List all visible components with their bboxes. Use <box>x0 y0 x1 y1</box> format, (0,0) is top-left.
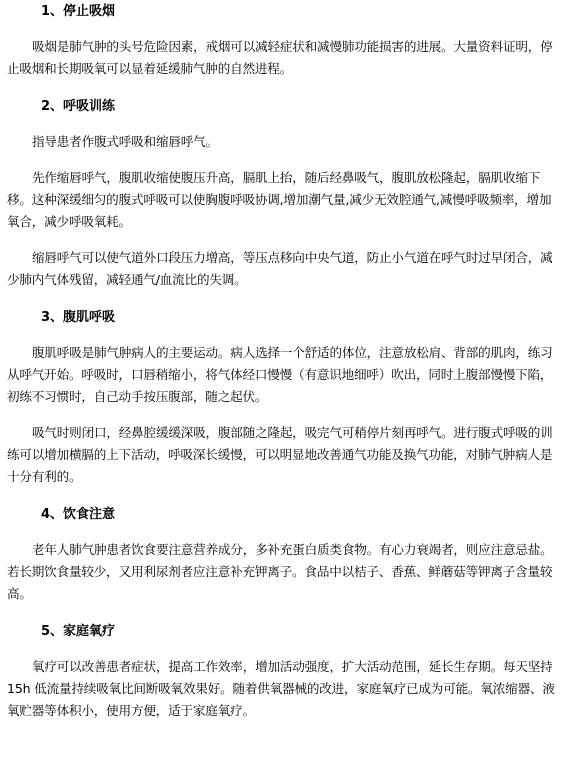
paragraph: 腹肌呼吸是肺气肿病人的主要运动。病人选择一个舒适的体位，注意放松肩、背部的肌肉，练习从呼气开始。呼吸时，口唇稍缩小，将气体经口慢慢（有意识地细呼）吹出，同时上腹部慢慢下陷，初练不习惯时，自己动手按压腹部，随之起伏。 <box>7 345 553 404</box>
paragraph: 吸烟是肺气肿的头号危险因素，戒烟可以减轻症状和减慢肺功能损害的进展。大量资料证明，停止吸烟和长期吸氧可以显着延缓肺气肿的自然进程。 <box>7 39 553 76</box>
section-title-diet: 4、饮食注意 <box>41 507 116 522</box>
section-title-home-oxygen: 5、家庭氧疗 <box>41 624 116 639</box>
paragraph: 老年人肺气肿患者饮食要注意营养成分，多补充蛋白质类食物。有心力衰竭者，则应注意忌盐。若长期饮食量较少，又用利尿剂者应注意补充钾离子。食品中以桔子、香蕉、鲜蘑菇等钾离子含量较高。 <box>7 542 553 601</box>
paragraph: 吸气时则闭口，经鼻腔缓缓深吸，腹部随之隆起，吸完气可稍停片刻再呼气。进行腹式呼吸的训练可以增加横膈的上下活动，呼吸深长缓慢，可以明显地改善通气功能及换气功能，对肺气肿病人是十分有利的。 <box>7 425 553 484</box>
section-title-breathing-training: 2、呼吸训练 <box>41 99 116 114</box>
section-title-abdominal-breathing: 3、腹肌呼吸 <box>41 310 116 325</box>
paragraph: 先作缩唇呼气，腹肌收缩使腹压升高，膈肌上抬，随后经鼻吸气，腹肌放松隆起，膈肌收缩下移。这种深缓细匀的腹式呼吸可以使胸腹呼吸协调,增加潮气量,减少无效腔通气,减慢呼吸频率，增加氧合，减少呼吸氧耗。 <box>7 170 552 229</box>
paragraph: 指导患者作腹式呼吸和缩唇呼气。 <box>32 134 218 149</box>
section-title-quit-smoking: 1、停止吸烟 <box>41 4 116 19</box>
paragraph: 氧疗可以改善患者症状，提高工作效率，增加活动强度，扩大活动范围，延长生存期。每天坚持 15h 低流量持续吸氧比间断吸氧效果好。随着供氧器械的改进，家庭氧疗已成为可能。氧浓缩器、液氧贮器等体积小，使用方便，适于家庭氧疗。 <box>7 659 555 718</box>
paragraph: 缩唇呼气可以使气道外口段压力增高，等压点移向中央气道，防止小气道在呼气时过早闭合，减少肺内气体残留，减轻通气/血流比的失调。 <box>7 250 553 287</box>
